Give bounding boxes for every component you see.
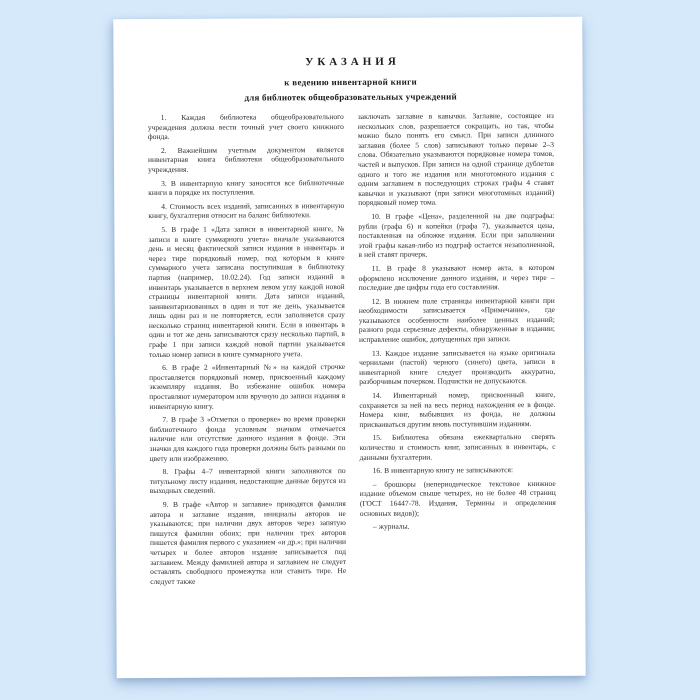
list-item-broshyury: – брошюры (непериодическое текстовое книжное издание объемом свыше четырех, но не более 48 страниц (ГОСТ 16447-78. Издания, Термины и определения основных видов)); — [359, 478, 556, 518]
paragraph-1: 1. Каждая библиотека общеобразовательного учреждения должна вести точный учет своего книжного фонда. — [147, 112, 344, 142]
paragraph-14: 14. Инвентарный номер, присвоенный книге, сохраняется за ней на весь период нахождения ее в фонде. Номера книг, выбывших из фонда, не должны присваиваться другим вновь поступившим изданиям. — [359, 389, 556, 429]
left-column — [148, 112, 346, 590]
paragraph-11: 11. В графе 8 указывают номер акта, в котором оформлено исключение данного издания, и через тире – последние две цифры года его составления. — [358, 262, 555, 293]
paragraph-3: 3. В инвентарную книгу заносятся все библиотечные книги в порядке их поступления. — [148, 177, 345, 198]
page-subtitle-1: к ведению инвентарной книги — [284, 76, 417, 88]
right-column — [358, 111, 556, 589]
paragraph-4: 4. Стоимость всех изданий, записанных в инвентарную книгу, бухгалтерия относит на баланс библиотеки. — [148, 200, 345, 221]
page-subtitle-2: для библиотек общеобразовательных учреждений — [244, 91, 457, 103]
paragraph-5: 5. В графе 1 «Дата записи в инвентарной книге, № записи в книге суммарного учета» вначале указываются день и месяц фактической записи издания в инвентарь и через тире порядковый номер, под которым в книге суммарного учета записана поступившая в библиотеку партия (например, 10.02.24). Год записи изданий в инвентарь указывается в верхнем левом углу каждой новой страницы инвентарной книги. Дата записи изданий, заинвентаризованных в один и тот же день, указывается лишь один раз и не повторяется, если заполняется сразу несколько страниц инвентарной книги. Если в инвентарь в один и тот же день записываются сразу несколько партий, в графе 1 при записи каждой новой партии указывается только номер записи в книге суммарного учета. — [148, 223, 346, 359]
paragraph-2: 2. Важнейшим учетным документом является инвентарная книга библиотеки общеобразовательного учреждения. — [147, 144, 345, 175]
document-header — [147, 55, 553, 103]
paragraph-13: 13. Каждое издание записывается на языке оригинала чернилами (пастой) черного (синего) цвета, записи в инвентарной книге следует производить аккуратно, разборчивым почерком. Подчистки не допускаются. — [359, 347, 556, 387]
page-title: УКАЗАНИЯ — [305, 55, 400, 69]
paragraph-7: 7. В графе 3 «Отметки о проверке» во время проверки библиотечного фонда условным значком отмечается наличие или отсутствие данного издания в фонде. Эти значки для каждого года проверки должны быть разными по цвету или изображению. — [149, 414, 346, 463]
paragraph-10: 10. В графе «Цена», разделенной на две подграфы: рубли (графа 6) и копейки (графа 7), указывается цена, поставленная на обложке издания. Если при заполнении этой графы какая-либо из подграф остается незаполненной, в ней ставят прочерк. — [358, 210, 555, 260]
paragraph-12: 12. В нижнем поле страницы инвентарной книги при необходимости записывается «Примечание», где указываются особенности наиболее ценных изданий; разного рода серьезные дефекты, обнаруженные в издании; исправление ошибок, допущенных при записи. — [358, 295, 555, 345]
paragraph-8: 8. Графы 4–7 инвентарной книги заполняются по титульному листу издания, недостающие данные берутся из выходных сведений. — [149, 466, 346, 496]
paragraph-6: 6. В графе 2 «Инвентарный №» на каждой строчке проставляется порядковый номер, присвоенный каждому экземпляру издания. Во избежание ошибок номера проставляют нумератором или вручную до записи издания в инвентарную книгу. — [149, 362, 346, 411]
paragraph-9-continued: заключать заглавие в кавычки. Заглавие, состоящее из нескольких слов, разрешается сокращать, но так, чтобы можно было понять его смысл. При записи длинного заглавия (более 5 слов) записывают только первые 2–3 слова. Обязательно указываются порядковые номера томов, частей и выпусков. При записи на одной странице дублетов одного и того же издания или многотомного издания с одним заглавием в последующих строках графы 4 ставят кавычки и указывают (при записи многотомных изданий) порядковый номер тома. — [357, 110, 555, 208]
paragraph-16: 16. В инвентарную книгу не записываются: — [372, 465, 514, 476]
paragraph-9: 9. В графе «Автор и заглавие» приводятся фамилия автора и заглавие издания, инициалы авторов не указываются; при наличии двух авторов через запятую пишутся фамилии обоих; при наличии трех авторов пишется фамилия первого с указанием «и др.»; при наличии четырех и более авторов издание записывается под заглавием. Между фамилией автора и заглавием не следует оставлять свободного промежутка или ставить тире. Не следует также — [149, 498, 347, 586]
paragraph-15: 15. Библиотека обязана ежеквартально сверять количество и стоимость книг, записанных в инвентарь, с данными бухгалтерии. — [359, 432, 556, 462]
document-page — [113, 17, 585, 678]
two-column-text — [148, 111, 556, 590]
list-item-zhurnaly: – журналы. — [372, 521, 410, 532]
